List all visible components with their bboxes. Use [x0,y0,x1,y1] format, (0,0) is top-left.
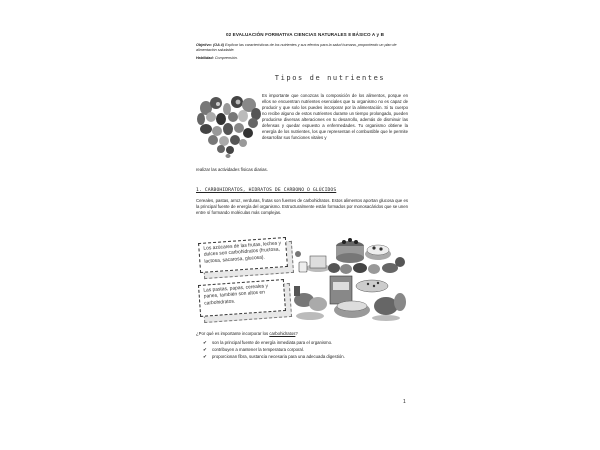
sweets-illustration [290,228,408,276]
carbohydrates-paragraph: Cereales, pastas, arroz, verduras, frutas son fuentes de carbohidratos. Estos alimentos aportan glucosa que es la principal fuente de energía del organismo. Estructuralmente están formados por monosacáridos que se unen entre sí formando moléculas más complejas. [196,198,408,216]
list-item [203,346,408,353]
check-icon: ✔ [203,347,207,352]
skill-label: Habilidad: [196,56,214,60]
list-item-text: proporcionan fibra, sustancia necesaria para una adecuada digestión. [212,354,345,359]
carbohydrates-heading: 1. CARBOHIDRATOS, HIDRATOS DE CARBONO O GLÚCIDOS [196,188,337,193]
starches-note: Las pastas, papas, cereales y panes, también son altos en carbohidratos. [198,279,286,317]
starches-illustration [290,272,408,322]
skill-line [196,56,408,60]
sugars-note: Los azúcares de las frutas, leches y dulces son carbohidratos (fructosa, lactosa, sacarosa, glucosa). [198,237,288,273]
question-prefix: ¿Por qué es importante incorporar los [196,331,270,336]
objective-label: Objetivo: (OA 4) [196,43,224,47]
question-suffix: ? [295,331,298,336]
document-title: 02 EVALUACIÓN FORMATIVA CIENCIAS NATURALES 8 BÁSICO A y B [226,32,384,37]
question-keyword: carbohidratos [269,331,296,336]
check-icon: ✔ [203,354,207,359]
intro-paragraph: Es importante que conozcas la composición de los alimentos, porque en ellos se encuentran nutrientes esenciales que tu organismo no es capaz de producir y que solo los puedes incorporar por la alimentación. Si tu cuerpo no recibe alguno de estos nutrientes durante un tiempo prolongado, pueden producirse diversas alteraciones en tu desarrollo, además de disminuir las defensas y quedar expuesto a enfermedades. Tu organismo obtiene la energía de los nutrientes, los que representan el combustible que le permite desarrollar sus funciones vitales y [262,93,408,141]
question-line [196,331,408,336]
list-item [203,339,408,346]
list-item [203,353,408,360]
objective-text: Explicar las características de los nutrientes y sus efectos para la salud humana, proponiendo un plan de alimentación saludable. [196,43,397,52]
check-icon: ✔ [203,340,207,345]
section-title: Tipos de nutrientes [274,74,386,82]
page-number: 1 [403,399,406,405]
bread-pasta-icon [294,276,406,321]
dessert-icon [295,238,405,274]
list-item-text: son la principal fuente de energía inmediata para el organismo. [212,340,333,345]
list-item-text: contribuyen a mantener la temperatura corporal. [212,347,304,352]
reasons-list [203,339,408,360]
objective-line [196,43,408,53]
fruit-heart-illustration [196,92,262,158]
intro-paragraph-end: realizar las actividades físicas diarias. [196,167,268,172]
skill-text: Comprensión. [214,56,238,60]
fruit-heart-icon [197,96,261,158]
